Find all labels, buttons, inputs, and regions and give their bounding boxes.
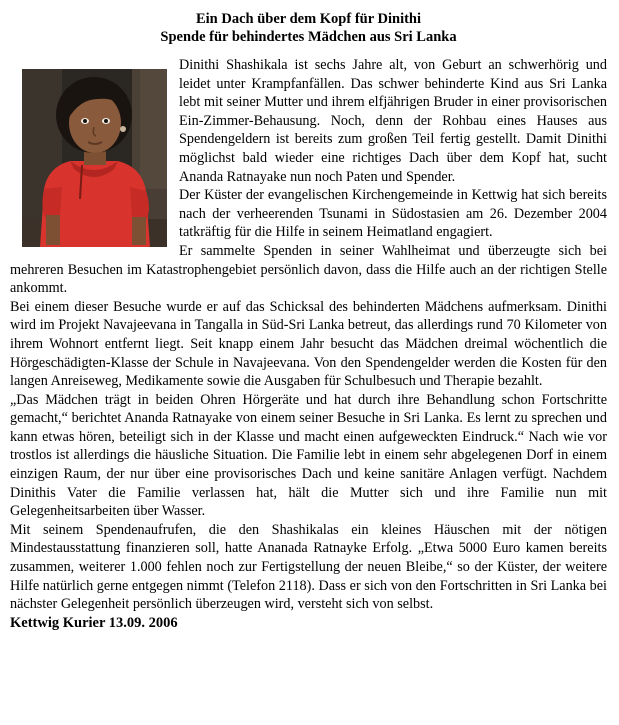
article-paragraph: Der Küster der evangelischen Kirchengemeinde in Kettwig hat sich bereits nach der verheerenden Tsunami in Südostasien am 26. Dezember 2004 tatkräftig für die Hilfe in seinem Heimatland engagiert. [179,187,607,241]
article-paragraph: Mit seinem Spendenaufrufen, die den Shashikalas ein kleines Häuschen mit der nötigen Mindestausstattung finanzieren soll, hatte Ananada Ratnayke Erfolg. „Etwa 5000 Euro kamen bereits zusammen, weiterer 1.000 fehlen noch zur Fertigstellung der neuen Bleibe,“ so der Küster, der weitere Hilfe natürlich gerne entgegen nimmt (Telefon 2118). Dass er sich von den Fortschritten in Sri Lanka bei nächster Gelegenheit persönlich überzeugen wird, versteht sich von selbst. [10,521,607,613]
article-paragraph: „Das Mädchen trägt in beiden Ohren Hörgeräte und hat durch ihre Behandlung schon Fortschritte gemacht,“ berichtet Ananda Ratnayake von einem seiner Besuche in Sri Lanka. Es lernt zu sprechen und kann etwas hören, beteiligt sich in der Klasse und macht einen aufgeweckten Eindruck.“ Nach wie vor trostlos ist allerdings die häusliche Situation. Die Familie lebt in einem sehr abgelegenen Dorf in einem einzigen Raum, der nur über eine provisorisches Dach und keine sanitäre Anlagen verfügt. Nachdem Dinithis Vater die Familie verlassen hat, hält die Mutter sich und ihre Familie nun mit Gelegenheitsarbeiten über Wasser. [10,391,607,520]
child-photo [22,69,167,247]
source-credit: Kettwig Kurier 13.09. 2006 [10,614,178,631]
article-paragraph: Dinithi Shashikala ist sechs Jahre alt, von Geburt an schwerhörig und leidet unter Krampfanfällen. Das schwer behinderte Kind aus Sri Lanka lebt mit seiner Mutter und ihrem elfjährigen Bruder in einer provisorischen Ein-Zimmer-Behausung. Noch, denn der Rohbau eines Hauses aus Spendengeldern ist bereits zum großen Teil fertig gestellt. Damit Dinithi möglichst bald wieder eine richtiges Dach über dem Kopf hat, sucht Ananda Ratnayake nun noch Paten und Spender. [179,57,607,185]
article-paragraph: Bei einem dieser Besuche wurde er auf das Schicksal des behinderten Mädchens aufmerksam. Dinithi wird im Projekt Navajeevana in Tangalla in Süd-Sri Lanka betreut, das allerdings rund 70 Kilometer von ihrem Wohnort entfernt liegt. Seit knapp einem Jahr besucht das Mädchen dreimal wöchentlich die Hörgeschädigten-Klasse der Schule in Navajeevana. Von den Spendengelder werden die Kosten für den langen Anreiseweg, Medikamente sowie die Ausgaben für Schulbesuch und Therapie bezahlt. [10,298,607,390]
article-subtitle: Spende für behindertes Mädchen aus Sri Lanka [160,29,457,45]
article-paragraph: Er sammelte Spenden in seiner Wahlheimat und überzeugte sich bei mehreren Besuchen im Katastrophengebiet persönlich davon, dass die Hilfe auch an der richtigen Stelle ankommt. [10,242,607,297]
article-title: Ein Dach über dem Kopf für Dinithi [195,11,422,27]
